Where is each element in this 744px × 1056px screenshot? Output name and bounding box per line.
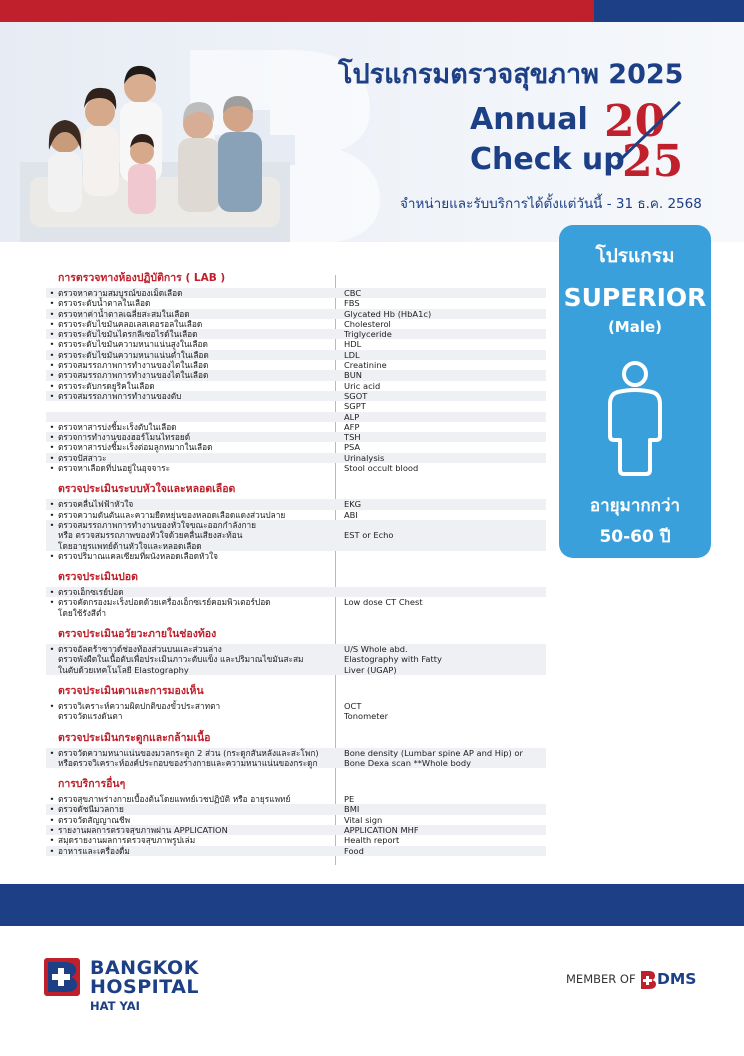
checkup-row <box>46 499 546 509</box>
bullet: • <box>49 421 55 432</box>
test-name-english: Low dose CT Chest <box>344 597 423 608</box>
member-of-label: MEMBER OF <box>566 972 636 986</box>
page-title: โปรแกรมตรวจสุขภาพ 2025 <box>338 59 684 90</box>
bullet: • <box>49 824 55 835</box>
test-name-thai: ตรวจความดันตันและความยืดหยุ่นของหลอดเลือดแดงส่วนปลาย <box>58 509 286 520</box>
section-title: ตรวจประเมินปอด <box>58 571 138 584</box>
section-title: ตรวจประเมินกระดูกและกล้ามเนื้อ <box>58 731 211 744</box>
test-name-thai: ตรวจหาเลือดที่ปนอยู่ในอุจจาระ <box>58 463 171 474</box>
checkup-row <box>46 551 546 561</box>
test-name-english: ALP <box>344 411 360 422</box>
availability-text: จำหน่ายและรับบริการได้ตั้งแต่วันนี้ - 31 ธ.ค. 2568 <box>400 196 702 212</box>
checkup-row <box>46 309 546 319</box>
top-bar-blue <box>594 0 744 22</box>
bullet: • <box>49 845 55 856</box>
checkup-row <box>46 701 546 722</box>
bdms-logo-icon <box>640 970 657 990</box>
test-name-english: Bone density (Lumbar spine AP and Hip) or Bone Dexa scan **Whole body <box>344 747 523 768</box>
test-name-thai: สมุดรายงานผลการตรวจสุขภาพรูปเล่ม <box>58 835 196 846</box>
bullet: • <box>49 794 55 805</box>
year-top: 20 <box>604 96 666 147</box>
year-bottom: 25 <box>622 136 684 187</box>
test-name-thai: ตรวจหาสารบ่งชี้มะเร็งต่อมลูกหมากในเลือด <box>58 442 213 453</box>
program-gender: (Male) <box>607 318 663 336</box>
bullet: • <box>49 550 55 561</box>
test-name-english: Food <box>344 845 364 856</box>
test-name-english: HDL <box>344 339 362 350</box>
test-name-thai: ตรวจอัลตร้าซาวด์ช่องท้องส่วนบนและส่วนล่าง ตรวจพังผืดในเนื้อตับเพื่อประเมินภาวะตับแข็ง และปริมาณไขมันสะสม ในตับด้วยเทคโนโลยี Elastography <box>58 644 304 675</box>
bullet: • <box>49 432 55 443</box>
program-tier: SUPERIOR <box>563 283 707 312</box>
test-name-thai <box>58 401 336 411</box>
test-name-thai: ตรวจหาความสมบูรณ์ของเม็ดเลือด <box>58 288 183 298</box>
test-name-english: Glycated Hb (HbA1c) <box>344 308 432 319</box>
test-name-thai: ตรวจวัดความหนาแน่นของมวลกระดูก 2 ส่วน (กระดูกสันหลังและสะโพก) หรือตรวจวิเคราะห์องค์ประกอบของร่างกายและความหนาแน่นของกระดูก <box>58 747 319 768</box>
test-name-thai: ตรวจวัดสัญญาณชีพ <box>58 814 131 825</box>
bullet: • <box>49 318 55 329</box>
test-name-english: CBC <box>344 288 362 298</box>
checkup-row <box>46 391 546 401</box>
test-name-thai: ตรวจระดับไขมันความหนาแน่นสูงในเลือด <box>58 339 208 350</box>
test-name-english: PE <box>344 794 355 805</box>
top-bar-red <box>0 0 594 22</box>
section-title: ตรวจประเมินตาและการมองเห็น <box>58 684 204 697</box>
test-name-thai: ตรวจคลื่นไฟฟ้าหัวใจ <box>58 499 134 510</box>
checkup-row <box>46 381 546 391</box>
bullet: • <box>49 452 55 463</box>
bullet: • <box>49 339 55 350</box>
test-name-english: OCT Tonometer <box>344 700 389 722</box>
test-name-thai: ตรวจระดับไขมันความหนาแน่นต่ำในเลือด <box>58 349 209 360</box>
test-name-english: PSA <box>344 442 361 453</box>
test-name-english: AFP <box>344 421 360 432</box>
test-name-thai: ตรวจระดับไขมันคลอเลสเตอรอลในเลือด <box>58 318 203 329</box>
bullet: • <box>49 329 55 340</box>
test-name-english: APPLICATION MHF <box>344 824 419 835</box>
checkup-row <box>46 350 546 360</box>
checkup-row <box>46 370 546 380</box>
checkup-row <box>46 339 546 349</box>
test-name-thai: ตรวจสุขภาพร่างกายเบื้องต้นโดยแพทย์เวชปฏิบัติ หรือ อายุรแพทย์ <box>58 794 291 805</box>
checkup-row <box>46 597 546 618</box>
bullet: • <box>49 349 55 360</box>
test-name-english <box>336 551 546 561</box>
footer-bar <box>0 884 744 926</box>
bullet: • <box>49 390 55 401</box>
test-name-thai: ตรวจระดับไขมันไตรกลีเซอไรด์ในเลือด <box>58 329 198 340</box>
bullet: • <box>49 519 55 530</box>
test-name-thai: อาหารและเครื่องดื่ม <box>58 845 130 856</box>
bullet: • <box>49 700 55 711</box>
hero-banner <box>0 22 744 242</box>
program-card <box>559 225 711 558</box>
test-name-thai: ตรวจดัชนีมวลกาย <box>58 804 124 815</box>
year-slash <box>596 98 686 168</box>
test-name-english: FBS <box>344 298 360 309</box>
test-name-english: Stool occult blood <box>344 463 419 474</box>
bullet: • <box>49 380 55 391</box>
test-name-thai: ตรวจปริมาณแคลเซียมที่ผนังหลอดเลือดหัวใจ <box>58 550 219 561</box>
bangkok-hospital-logo <box>44 958 204 1018</box>
test-name-english: Urinalysis <box>344 452 385 463</box>
bdms-logo <box>640 969 700 991</box>
checkup-row <box>46 412 546 422</box>
test-name-english: SGOT <box>344 390 368 401</box>
logo-text-bangkok: BANGKOK <box>90 957 199 979</box>
logo-text-hospital: HOSPITAL <box>90 976 200 998</box>
test-name-english: BMI <box>344 804 360 815</box>
checkup-row <box>46 463 546 473</box>
bullet: • <box>49 835 55 846</box>
test-name-thai <box>58 412 336 422</box>
test-name-thai: ตรวจสมรรถภาพการทำงานของตับ <box>58 390 182 401</box>
test-name-english: SGPT <box>344 401 366 412</box>
checkup-row <box>46 587 546 597</box>
checkup-row <box>46 442 546 452</box>
bullet: • <box>49 814 55 825</box>
bullet: • <box>49 442 55 453</box>
test-name-thai: ตรวจปัสสาวะ <box>58 452 107 463</box>
checkup-row <box>46 520 546 551</box>
test-name-english: LDL <box>344 349 360 360</box>
test-name-english: Vital sign <box>344 814 383 825</box>
test-name-english: Creatinine <box>344 360 387 371</box>
bullet: • <box>49 644 55 655</box>
test-name-english: Triglyceride <box>344 329 392 340</box>
test-name-thai: ตรวจสมรรถภาพการทำงานของหัวใจขณะออกกำลังกาย หรือ ตรวจสมรรถภาพของหัวใจด้วยคลื่นเสียงสะท้อน โดยอายุรแพทย์ด้านหัวใจและหลอดเลือด <box>58 519 257 551</box>
test-name-thai: ตรวจการทำงานของฮอร์โมนไทรอยด์ <box>58 432 191 443</box>
family-photo <box>20 42 290 242</box>
checkup-row <box>46 825 546 835</box>
test-name-thai: ตรวจหาสารบ่งชี้มะเร็งตับในเลือด <box>58 421 177 432</box>
checkup-row <box>46 644 546 675</box>
bullet: • <box>49 308 55 319</box>
test-name-english: Cholesterol <box>344 318 391 329</box>
check-up-label: Check up <box>470 142 625 177</box>
test-name-thai: ตรวจคัดกรองมะเร็งปอดด้วยเครื่องเอ็กซเรย์คอมพิวเตอร์ปอด โดยใช้รังสีต่ำ <box>58 597 271 618</box>
checkup-row <box>46 298 546 308</box>
person-icon <box>600 358 670 478</box>
test-name-thai: ตรวจระดับกรดยูริคในเลือด <box>58 380 155 391</box>
checkup-row <box>46 510 546 520</box>
logo-text-hatyai: HAT YAI <box>90 999 140 1013</box>
checkup-list <box>46 262 546 856</box>
test-name-english <box>336 587 546 597</box>
bullet: • <box>49 463 55 474</box>
test-name-english: EKG <box>344 499 362 510</box>
bullet: • <box>49 360 55 371</box>
test-name-thai: ตรวจเอ็กซเรย์ปอด <box>58 587 124 598</box>
checkup-row <box>46 748 546 769</box>
age-label: อายุมากกว่า <box>589 496 681 516</box>
test-name-english: Uric acid <box>344 380 381 391</box>
test-name-english: Health report <box>344 835 400 846</box>
checkup-row <box>46 815 546 825</box>
test-name-thai: ตรวจหาค่าน้ำตาลเฉลี่ยสะสมในเลือด <box>58 308 190 319</box>
bullet: • <box>49 587 55 598</box>
checkup-row <box>46 846 546 856</box>
section-title: ตรวจประเมินระบบหัวใจและหลอดเลือด <box>58 483 236 496</box>
test-name-thai: ตรวจวิเคราะห์ความผิดปกติของขั้วประสาทตา ตรวจวัดแรงดันตา <box>58 700 221 722</box>
section-title: การบริการอื่นๆ <box>58 778 126 791</box>
test-name-english: U/S Whole abd. Elastography with Fatty Liver (UGAP) <box>344 644 442 675</box>
checkup-row <box>46 360 546 370</box>
section-title: ตรวจประเมินอวัยวะภายในช่องท้อง <box>58 628 217 641</box>
test-name-english: BUN <box>344 370 362 381</box>
checkup-row <box>46 422 546 432</box>
bullet <box>46 401 58 411</box>
test-name-english: EST or Echo <box>344 530 394 541</box>
bullet: • <box>49 298 55 309</box>
hospital-logo-icon <box>44 958 80 996</box>
section-title: การตรวจทางห้องปฏิบัติการ ( LAB ) <box>58 272 226 284</box>
test-name-thai: ตรวจสมรรถภาพการทำงานของไตในเลือด <box>58 370 209 381</box>
checkup-row <box>46 288 546 298</box>
checkup-row <box>46 453 546 463</box>
bullet: • <box>49 499 55 510</box>
bullet: • <box>49 597 55 608</box>
bullet: • <box>49 509 55 520</box>
checkup-row <box>46 319 546 329</box>
checkup-row <box>46 804 546 814</box>
checkup-row <box>46 329 546 339</box>
bullet: • <box>49 804 55 815</box>
program-label: โปรแกรม <box>595 245 675 267</box>
test-name-english: ABI <box>344 509 358 520</box>
test-name-english: TSH <box>344 432 361 443</box>
checkup-row <box>46 401 546 411</box>
bullet <box>46 412 58 422</box>
checkup-row <box>46 794 546 804</box>
test-name-thai: ตรวจระดับน้ำตาลในเลือด <box>58 298 151 309</box>
bullet: • <box>49 747 55 758</box>
test-name-thai: ตรวจสมรรถภาพการทำงานของไตในเลือด <box>58 360 209 371</box>
bdms-logo-text: DMS <box>657 970 697 988</box>
bullet: • <box>49 370 55 381</box>
checkup-row <box>46 432 546 442</box>
bullet: • <box>49 288 55 298</box>
age-range: 50-60 ปี <box>599 527 671 547</box>
annual-label: Annual <box>470 102 588 137</box>
test-name-thai: รายงานผลการตรวจสุขภาพผ่าน APPLICATION <box>58 824 228 835</box>
checkup-row <box>46 835 546 845</box>
